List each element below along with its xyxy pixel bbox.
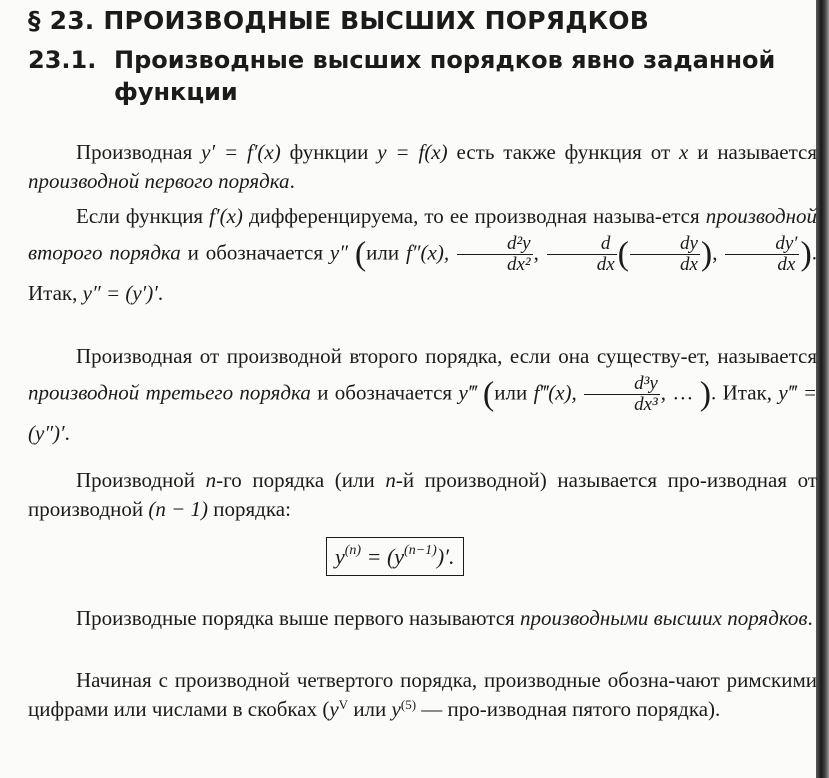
text: и обозначается (180, 240, 330, 265)
paragraph-second-derivative: Если функция f′(x) дифференцируема, то ее производная называ-ется производной второго порядка и обозначается y″ (или f″(x), $\frac{\text{d²y}}{\text{dx²}}$ , $\frac{d}{dx}$ ( $\frac{dy}{dx}$ ), $\frac{dy'}{dx}$ ). Итак, y″ = (y′)′. (28, 204, 818, 305)
formula-part: )′. (436, 544, 455, 569)
text: порядка: (208, 497, 291, 521)
math-superscript: V (338, 697, 349, 712)
fraction-denominator: dx (679, 254, 698, 275)
paren-close: ) (699, 375, 712, 413)
formula-part: = (y (361, 544, 405, 569)
fraction (725, 234, 799, 275)
math-inline: y″ = (y′)′ (82, 281, 158, 305)
text: . (289, 169, 295, 193)
paren-open: ( (482, 375, 495, 413)
fraction-denominator: dx² (506, 254, 531, 275)
paren-open: ( (354, 235, 367, 273)
math-inline: n (385, 468, 396, 492)
math-inline: y‴ = (y″)′ (28, 380, 817, 445)
fraction-numerator: d³y (584, 374, 660, 395)
math-inline: f′(x) (209, 204, 243, 228)
term-emphasis: производной первого порядка (28, 169, 290, 193)
term-emphasis: производной второго порядка (28, 204, 818, 265)
section-title: § 23. ПРОИЗВОДНЫЕ ВЫСШИХ ПОРЯДКОВ (28, 6, 650, 35)
paren-close: ) (800, 235, 812, 273)
math-inline: y (329, 697, 339, 721)
subsection-title (28, 44, 775, 108)
math-inline: y′ = f′(x) (201, 140, 281, 164)
text: — про-изводная пятого порядка). (416, 697, 721, 721)
text: дифференцируема, то ее производная называ-ется (242, 204, 706, 228)
math-inline: f″(x), (405, 240, 450, 265)
paragraph-third-derivative (28, 338, 817, 451)
boxed-formula (326, 537, 464, 576)
fraction-numerator: d (547, 234, 617, 255)
text: или (494, 380, 528, 405)
paren-open: ( (617, 235, 629, 273)
fraction-denominator: dx³ (634, 394, 658, 415)
fraction-numerator: dy′ (725, 234, 799, 255)
subsection-title-line1: Производные высших порядков явно заданной (114, 46, 776, 74)
math-inline: y = f(x) (377, 140, 448, 164)
text: Если функция (76, 204, 210, 228)
text: функции (280, 140, 378, 164)
fraction-denominator: dx (777, 254, 796, 275)
math-inline: y (391, 697, 401, 721)
text: Производная от производной второго порядка, если она существу-ет, называется (76, 344, 817, 368)
math-inline: f‴(x), (533, 380, 577, 405)
text: Производные порядка выше первого называются (76, 606, 520, 630)
fraction (457, 234, 533, 275)
fraction-denominator: dx (596, 254, 615, 275)
text: . Итак, (28, 240, 818, 305)
text: и обозначается (310, 380, 459, 405)
text: Производная (76, 140, 202, 164)
math-inline: (n − 1) (148, 497, 209, 521)
math-inline: y‴ (458, 380, 477, 405)
fraction (630, 234, 700, 275)
term-emphasis: производными высших порядков (519, 606, 808, 630)
text: , … (660, 380, 700, 405)
text: -го порядка (или (216, 468, 386, 492)
math-inline: x (679, 140, 689, 164)
paragraph-first-derivative (28, 138, 817, 196)
fraction-numerator: d²y (457, 234, 533, 255)
paragraph-nth-derivative (28, 466, 817, 524)
text: Производной (76, 468, 206, 492)
text: или (366, 240, 406, 265)
text: и называется (688, 140, 817, 164)
paragraph-higher-orders (28, 604, 817, 633)
fraction (547, 234, 617, 275)
page-edge-shadow (816, 0, 829, 778)
text: -й производной) называется про-изводная от производной (28, 468, 818, 521)
math-inline: y″ (329, 240, 348, 265)
subsection-title-line2: функции (114, 78, 238, 106)
math-superscript: (5) (400, 697, 417, 712)
formula-part: y (335, 544, 345, 569)
text: . (157, 281, 164, 305)
formula-superscript: (n−1) (404, 543, 437, 558)
text: или (348, 697, 392, 721)
paren-close: ) (700, 235, 713, 273)
paragraph-roman-notation (28, 666, 817, 724)
text: Начиная с производной четвертого порядка, производные обозна-чают римскими цифрами или числами в скобках ( (28, 668, 817, 721)
fraction (584, 374, 660, 415)
math-inline: n (205, 468, 217, 492)
subsection-number: 23.1. (28, 46, 97, 74)
text: . (807, 606, 813, 630)
text: . Итак, (711, 380, 779, 405)
text: . (64, 421, 70, 445)
term-emphasis: производной третьего порядка (28, 380, 311, 405)
fraction-numerator: dy (630, 234, 700, 255)
formula-superscript: (n) (344, 543, 362, 558)
text: есть также функция от (447, 140, 679, 164)
